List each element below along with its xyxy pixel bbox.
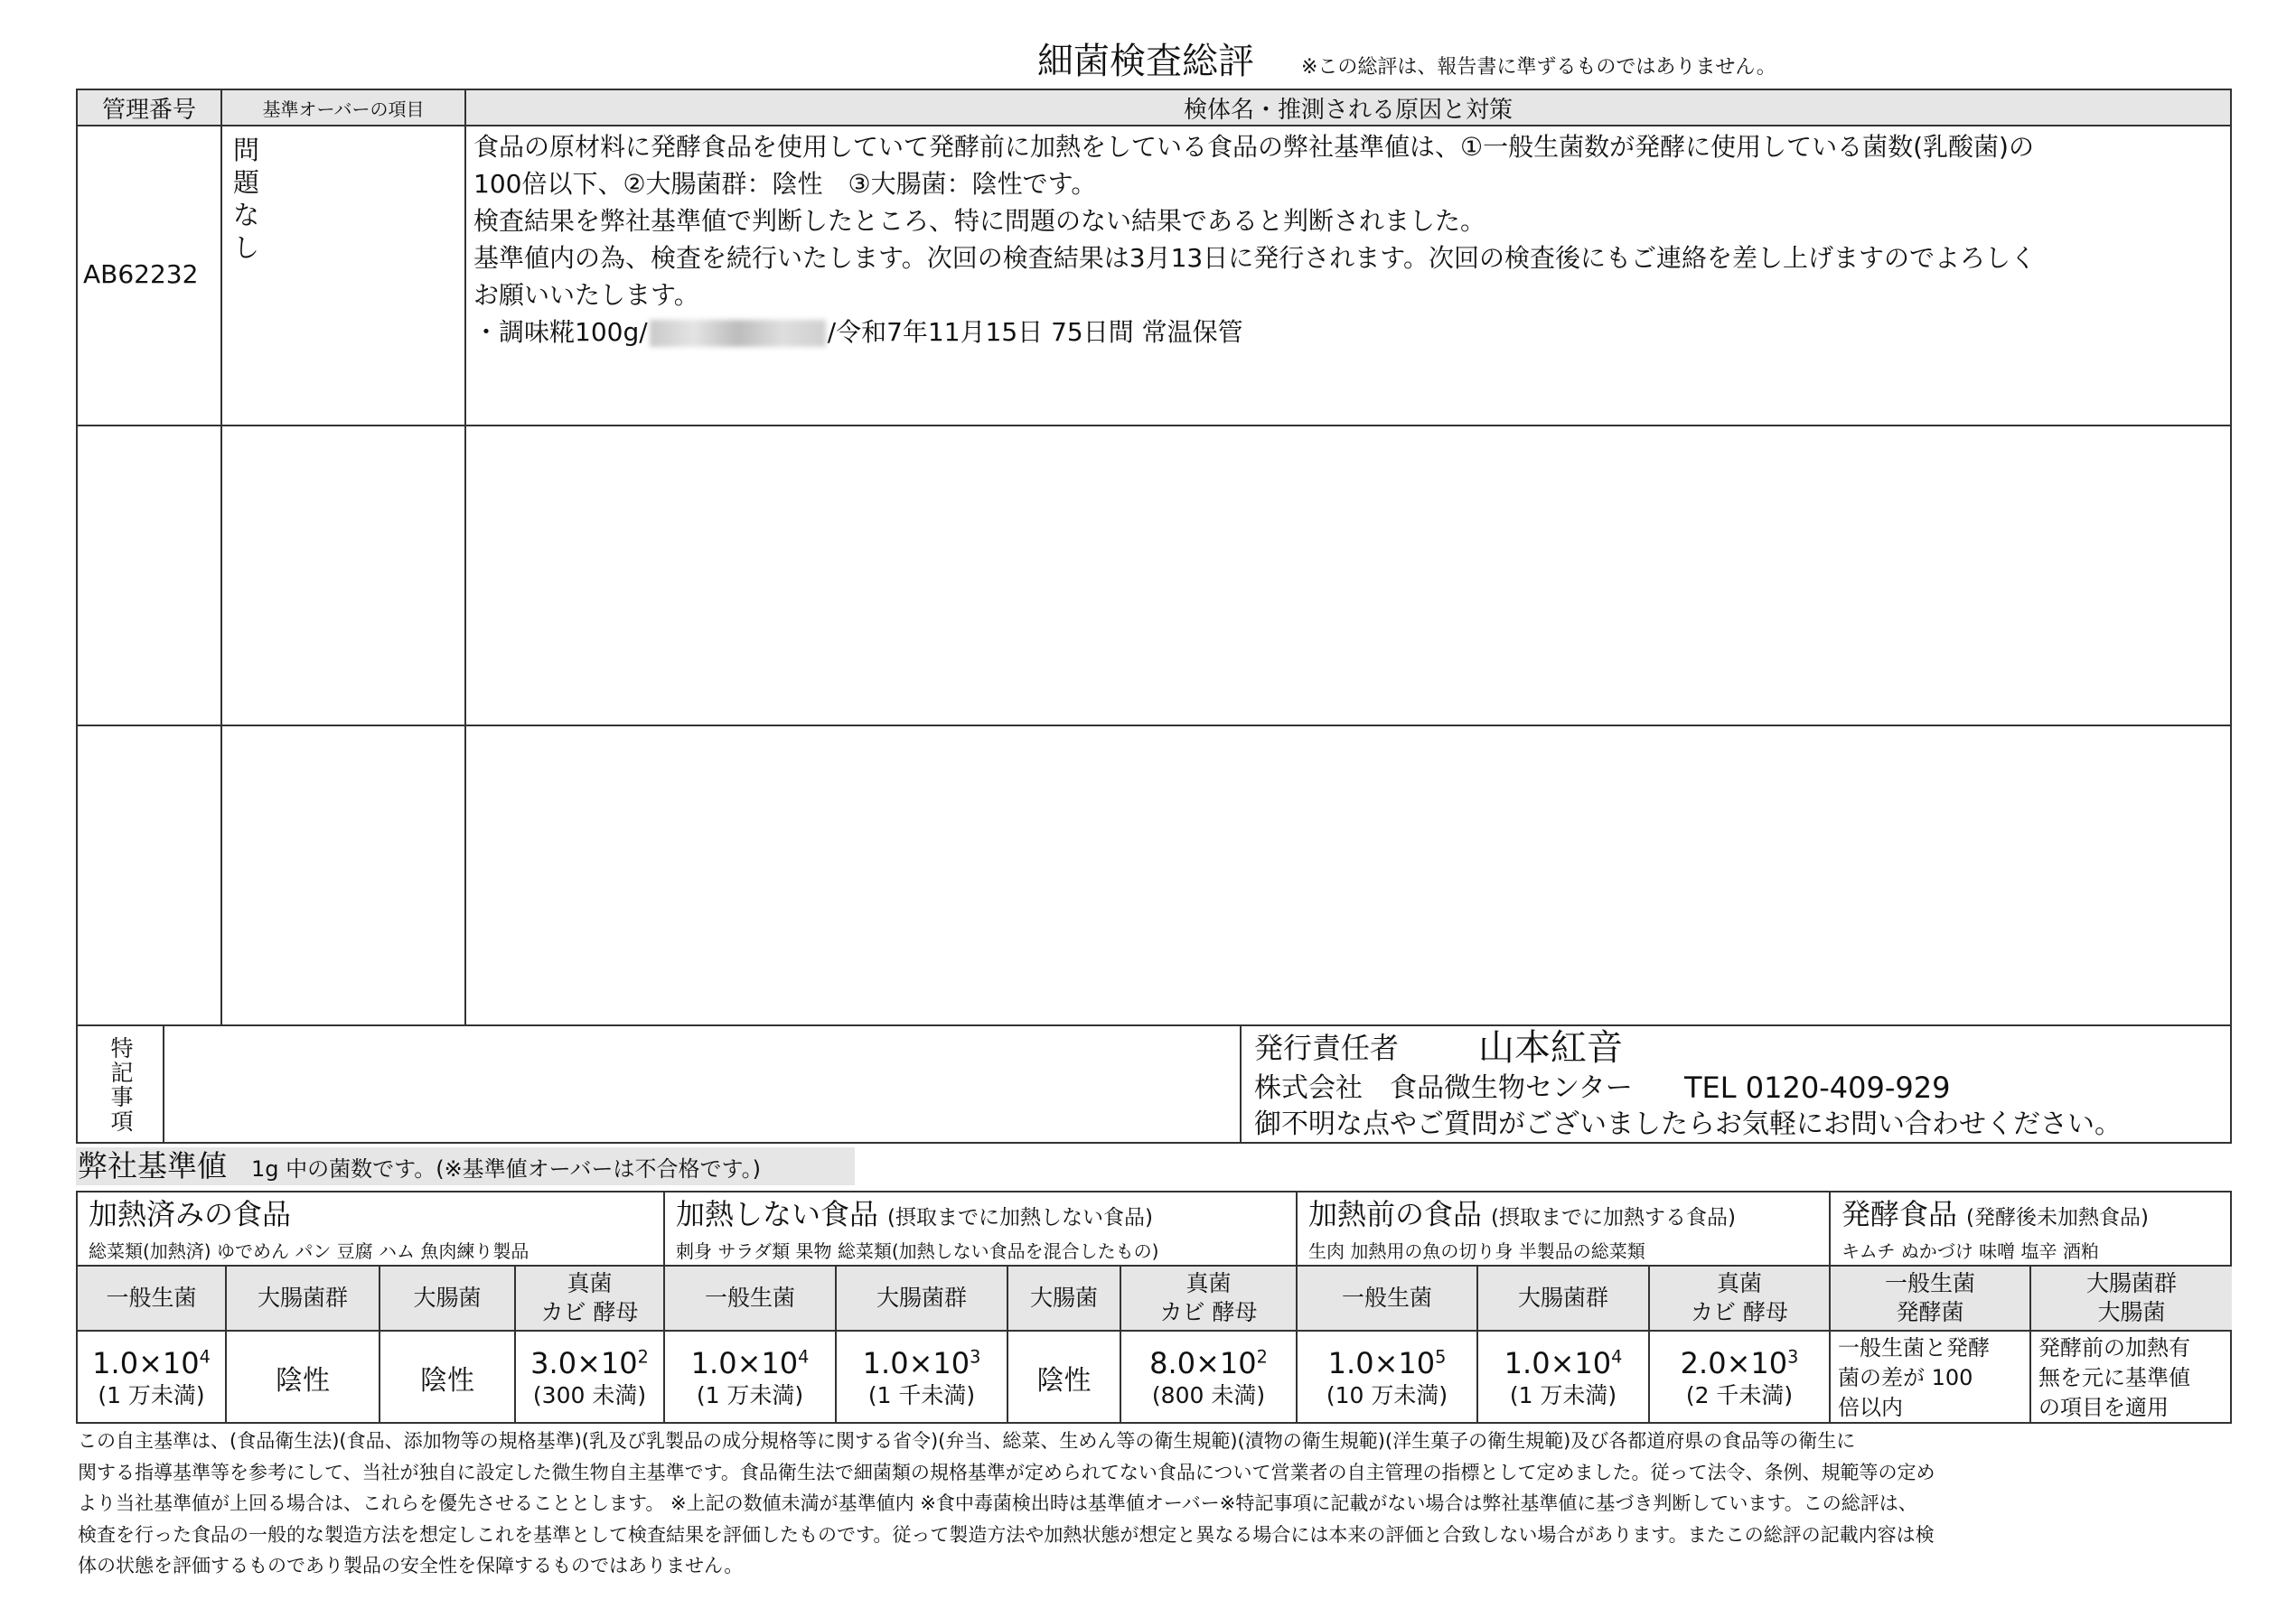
col-header-id: 管理番号 [78,90,222,126]
standard-value-sub: (1 万未満) [1509,1382,1617,1408]
row-description [473,128,2217,351]
row-divider [78,1024,2232,1026]
contact-text: 御不明な点やご質問がございましたらお気軽にお問い合わせください。 [1254,1108,2122,1140]
col-header-desc: 検体名・推測される原因と対策 [466,90,2230,126]
footer-line: この自主基準は、(食品衛生法)(食品、添加物等の規格基準)(乳及び乳製品の成分規格等に関する省令)(弁当、総菜、生めん等の衛生規範)(漬物の衛生規範)(洋生菓子の衛生規範)及び各都道府県の食品等の衛生に [78,1430,1856,1452]
standard-value-line: の項目を適用 [2038,1394,2169,1420]
standard-col-header [1298,1267,1478,1332]
standard-col-header-text: カビ 酵母 [1159,1299,1258,1325]
standard-col-header [1650,1267,1831,1332]
standard-value-cell [1650,1332,1831,1424]
standard-value-line: 無を元に基準値 [2038,1364,2190,1390]
food-group-header [665,1192,1298,1267]
food-group-header [1298,1192,1831,1267]
food-group-header [78,1192,665,1267]
standard-value-exponent: 4 [798,1346,810,1368]
standard-value-sub: (1 千未満) [867,1382,976,1408]
standard-col-header-text: カビ 酵母 [540,1299,639,1325]
standard-value: $1.0\times 10^4$ [92,1346,211,1380]
standard-value: 陰性 [276,1365,330,1397]
standard-col-header [227,1267,380,1332]
standard-col-header-text: 真菌 [1716,1270,1762,1296]
standard-value: $8.0\times 10^2$ [1149,1346,1268,1380]
standard-value-exponent: 3 [970,1346,981,1368]
standard-value: $2.0\times 10^3$ [1680,1346,1799,1380]
standard-value-cell [380,1332,516,1424]
management-number: AB62232 [83,259,199,289]
sample-line: ・調味糀100g/ /令和7年11月15日 75日間 常温保管 [473,317,1243,347]
standard-col-header [78,1267,227,1332]
food-group-examples: 生肉 加熱用の魚の切り身 半製品の総菜類 [1308,1240,1645,1262]
standard-col-header-text: 発酵菌 [1896,1299,1964,1325]
issuer-label: 発行責任者 [1254,1031,1400,1065]
food-group-title: 加熱済みの食品 [89,1197,292,1231]
over-item: 問題なし [233,135,260,263]
issuer-divider [1240,1026,1242,1142]
standard-col-header-text: カビ 酵母 [1691,1299,1788,1325]
desc-line: 検査結果を弊社基準値で判断したところ、特に問題のない結果であると判断されました。 [473,206,1486,236]
standards-title: 弊社基準値 [78,1148,227,1183]
standard-value-cell [1298,1332,1478,1424]
food-group-title-sub: (発酵後未加熱食品) [1966,1206,2149,1230]
standard-col-header [380,1267,516,1332]
standard-col-header-text: 大腸菌群 [876,1285,967,1311]
desc-line: 100倍以下、②大腸菌群：陰性 ③大腸菌：陰性です。 [473,169,1097,199]
standard-value-line: 倍以内 [1838,1394,1903,1420]
standard-value-cell [837,1332,1008,1424]
remarks-label: 特記事項 [108,1036,134,1134]
food-group-title-sub: (摂取までに加熱しない食品) [887,1206,1153,1230]
food-group-examples: 刺身 サラダ類 果物 総菜類(加熱しない食品を混合したもの) [676,1240,1159,1262]
standard-col-header [516,1267,665,1332]
desc-line: 食品の原材料に発酵食品を使用していて発酵前に加熱をしている食品の弊社基準値は、①一般生菌数が発酵に使用している菌数(乳酸菌)の [473,132,2034,162]
standard-col-header-text: 一般生菌 [704,1285,795,1311]
standard-value-exponent: 4 [1611,1346,1623,1368]
remarks-divider [163,1026,164,1142]
food-group-header [1831,1192,2232,1267]
standard-value-sub: (1 万未満) [696,1382,804,1408]
standard-value-cell [1831,1332,2031,1424]
standard-value: $1.0\times 10^5$ [1327,1346,1447,1380]
standard-value: 陰性 [1036,1365,1092,1397]
standard-value-cell [1008,1332,1121,1424]
food-group-title: 発酵食品 [1841,1197,1958,1231]
standard-col-header [2031,1267,2232,1332]
standard-value-cell [1478,1332,1650,1424]
standard-value-cell [665,1332,837,1424]
standard-value-sub: (10 万未満) [1326,1382,1448,1408]
standard-value-exponent: 2 [637,1346,649,1368]
food-group-examples: キムチ ぬかづけ 味噌 塩辛 酒粕 [1841,1240,2099,1262]
food-group-title-sub: (摂取までに加熱する食品) [1491,1206,1736,1230]
company-tel: TEL 0120-409-929 [1684,1071,1951,1105]
standard-value-exponent: 2 [1256,1346,1268,1368]
col-header-over: 基準オーバーの項目 [222,90,466,126]
standard-value-cell [2031,1332,2232,1424]
standard-col-header-text: 真菌 [567,1270,613,1296]
report-title: 細菌検査総評 [1037,41,1254,82]
standard-value: $1.0\times 10^3$ [862,1346,981,1380]
standard-col-header-text: 大腸菌 [413,1285,482,1311]
standard-value-sub: (300 未満) [532,1382,647,1408]
food-group-examples: 総菜類(加熱済) ゆでめん パン 豆腐 ハム 魚肉練り製品 [89,1240,529,1262]
table-row [78,726,2232,1024]
standard-col-header-text: 一般生菌 [106,1285,197,1311]
standard-col-header-text: 大腸菌群 [1517,1285,1608,1311]
footer-line: より当社基準値が上回る場合は、これらを優先させることとします。 ※上記の数値未満が基準値内 ※食中毒菌検出時は基準値オーバー※特記事項に記載がない場合は弊社基準値に基づき判断しています。この総評は、 [78,1492,1917,1514]
standard-col-header-text: 大腸菌 [2097,1299,2166,1325]
standard-col-header [665,1267,837,1332]
standard-col-header-text: 一般生菌 [1884,1270,1975,1296]
standard-value-cell [516,1332,665,1424]
standard-value: $1.0\times 10^4$ [1504,1346,1623,1380]
standard-col-header [1008,1267,1121,1332]
standard-value-line: 菌の差が 100 [1838,1364,1973,1390]
standard-value-exponent: 4 [199,1346,211,1368]
standard-value-cell [1121,1332,1298,1424]
standard-value: $1.0\times 10^4$ [690,1346,810,1380]
footer-line: 検査を行った食品の一般的な製造方法を想定しこれを基準として検査結果を評価したものです。従って製造方法や加熱状態が想定と異なる場合には本来の評価と合致しない場合があります。またこの総評の記載内容は検 [78,1523,1935,1546]
standard-value: $3.0\times 10^2$ [530,1346,649,1380]
food-group-title: 加熱しない食品 [676,1197,879,1231]
table-row [78,426,2232,725]
standard-value-cell [227,1332,380,1424]
company-name: 株式会社 食品微生物センター [1254,1072,1633,1104]
standard-value-line: 発酵前の加熱有 [2038,1334,2190,1361]
standard-value-exponent: 5 [1435,1346,1447,1368]
redacted-blur [650,320,826,347]
issuer-name: 山本紅音 [1478,1027,1623,1069]
standard-col-header-text: 大腸菌群 [257,1285,348,1311]
standard-value-sub: (1 万未満) [98,1382,205,1408]
standard-col-header-text: 大腸菌群 [2085,1270,2177,1296]
disclaimer-note: ※この総評は、報告書に準ずるものではありません。 [1301,56,1776,79]
standard-col-header-text: 一般生菌 [1341,1285,1432,1311]
standard-col-header [1121,1267,1298,1332]
standard-col-header [1478,1267,1650,1332]
footer-text [78,1426,2237,1582]
desc-line: 基準値内の為、検査を続行いたします。次回の検査結果は3月13日に発行されます。次回の検査後にもご連絡を差し上げますのでよろしく [473,243,2036,273]
standard-value-cell [78,1332,227,1424]
standard-value: 陰性 [420,1365,474,1397]
footer-line: 体の状態を評価するものであり製品の安全性を保障するものではありません。 [78,1555,744,1576]
desc-line: お願いいたします。 [473,280,699,310]
standard-value-line: 一般生菌と発酵 [1838,1334,1990,1361]
standard-value-sub: (2 千未満) [1685,1382,1794,1408]
standard-value-sub: (800 未満) [1151,1382,1266,1408]
standard-col-header-text: 真菌 [1185,1270,1232,1296]
standard-col-header-text: 大腸菌 [1029,1285,1098,1311]
standard-col-header [837,1267,1008,1332]
food-group-title: 加熱前の食品 [1308,1197,1483,1231]
standard-value-exponent: 3 [1787,1346,1799,1368]
standard-col-header [1831,1267,2031,1332]
footer-line: 関する指導基準等を参考にして、当社が独自に設定した微生物自主基準です。食品衛生法で細菌類の規格基準が定められてない食品について営業者の自主管理の指標として定めました。従って法令、条例、規範等の定め [78,1461,1935,1483]
standards-subtitle: 1g 中の菌数です。(※基準値オーバーは不合格です。) [251,1156,761,1182]
